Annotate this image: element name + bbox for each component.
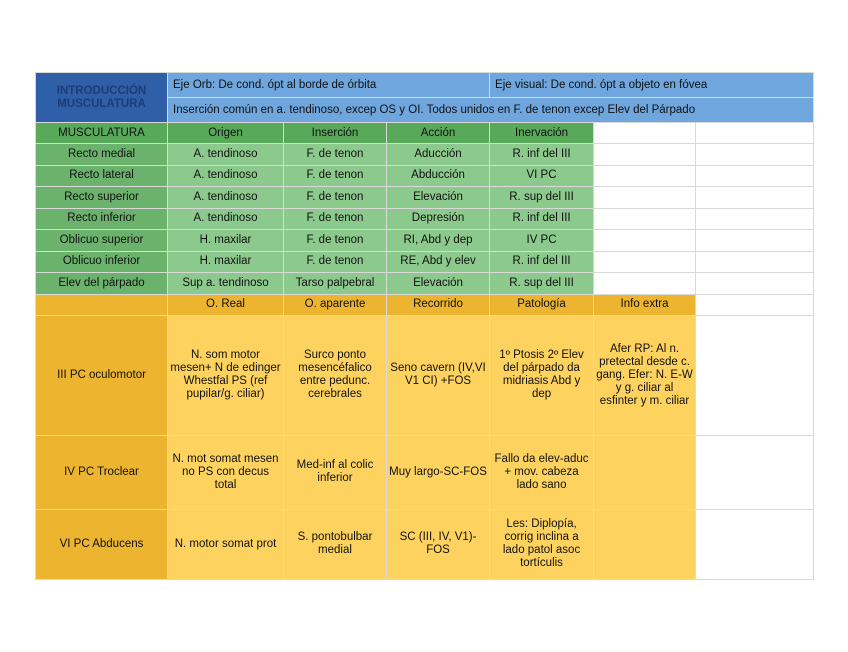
muscle-row bbox=[36, 230, 814, 252]
muscle-data-cell[interactable]: F. de tenon bbox=[284, 165, 387, 187]
empty-cell[interactable] bbox=[696, 208, 814, 230]
muscle-data-cell[interactable]: R. inf del III bbox=[490, 144, 594, 166]
nerves-header-patologia[interactable]: Patología bbox=[490, 294, 594, 315]
nerves-header-recorrido[interactable]: Recorrido bbox=[387, 294, 490, 315]
empty-cell[interactable] bbox=[594, 208, 696, 230]
nerve-data-cell[interactable]: Muy largo-SC-FOS bbox=[387, 435, 490, 509]
nerve-data-cell[interactable] bbox=[594, 509, 696, 579]
muscles-header-insercion[interactable]: Inserción bbox=[284, 123, 387, 144]
nerve-data-cell[interactable]: Afer RP: Al n. pretectal desde c. gang. Efer: N. E-W y g. ciliar al esfinter y m. ciliar bbox=[594, 315, 696, 435]
empty-cell[interactable] bbox=[594, 251, 696, 273]
empty-cell[interactable] bbox=[594, 165, 696, 187]
nerve-name-cell[interactable]: III PC oculomotor bbox=[36, 315, 168, 435]
empty-cell[interactable] bbox=[594, 273, 696, 295]
muscle-name-cell[interactable]: Oblicuo inferior bbox=[36, 251, 168, 273]
empty-cell[interactable] bbox=[696, 509, 814, 579]
nerve-data-cell[interactable] bbox=[594, 435, 696, 509]
nerve-row bbox=[36, 509, 814, 579]
nerves-header-blank[interactable] bbox=[36, 294, 168, 315]
nerve-row bbox=[36, 315, 814, 435]
muscle-data-cell[interactable]: F. de tenon bbox=[284, 230, 387, 252]
muscle-data-cell[interactable]: A. tendinoso bbox=[168, 144, 284, 166]
empty-cell[interactable] bbox=[696, 315, 814, 435]
muscle-row bbox=[36, 144, 814, 166]
nerve-data-cell[interactable]: N. motor somat prot bbox=[168, 509, 284, 579]
empty-cell[interactable] bbox=[696, 251, 814, 273]
muscle-row bbox=[36, 165, 814, 187]
empty-cell[interactable] bbox=[594, 230, 696, 252]
eje-visual-cell[interactable]: Eje visual: De cond. ópt a objeto en fóvea bbox=[490, 73, 814, 98]
muscle-name-cell[interactable]: Elev del párpado bbox=[36, 273, 168, 295]
muscle-data-cell[interactable]: F. de tenon bbox=[284, 208, 387, 230]
muscle-data-cell[interactable]: RI, Abd y dep bbox=[387, 230, 490, 252]
muscles-header-inervacion[interactable]: Inervación bbox=[490, 123, 594, 144]
muscle-data-cell[interactable]: R. sup del III bbox=[490, 187, 594, 209]
nerve-name-cell[interactable]: IV PC Troclear bbox=[36, 435, 168, 509]
nerves-header-o-aparente[interactable]: O. aparente bbox=[284, 294, 387, 315]
muscle-row bbox=[36, 273, 814, 295]
muscle-data-cell[interactable]: Elevación bbox=[387, 273, 490, 295]
muscles-header-musculatura[interactable]: MUSCULATURA bbox=[36, 123, 168, 144]
nerve-data-cell[interactable]: Les: Diplopía, corrig inclina a lado patol asoc tortículis bbox=[490, 509, 594, 579]
muscle-data-cell[interactable]: Tarso palpebral bbox=[284, 273, 387, 295]
muscle-data-cell[interactable]: IV PC bbox=[490, 230, 594, 252]
empty-cell[interactable] bbox=[696, 123, 814, 144]
muscles-header-origen[interactable]: Origen bbox=[168, 123, 284, 144]
muscle-data-cell[interactable]: Sup a. tendinoso bbox=[168, 273, 284, 295]
muscle-name-cell[interactable]: Recto superior bbox=[36, 187, 168, 209]
muscle-data-cell[interactable]: R. sup del III bbox=[490, 273, 594, 295]
intro-title-cell[interactable]: INTRODUCCIÓN MUSCULATURA bbox=[36, 73, 168, 123]
eje-orb-cell[interactable]: Eje Orb: De cond. ópt al borde de órbita bbox=[168, 73, 490, 98]
nerves-header-o-real[interactable]: O. Real bbox=[168, 294, 284, 315]
muscle-data-cell[interactable]: Abducción bbox=[387, 165, 490, 187]
muscle-data-cell[interactable]: R. inf del III bbox=[490, 208, 594, 230]
muscle-data-cell[interactable]: R. inf del III bbox=[490, 251, 594, 273]
nerve-data-cell[interactable]: 1º Ptosis 2º Elev del párpado da midriasis Abd y dep bbox=[490, 315, 594, 435]
muscle-row bbox=[36, 251, 814, 273]
muscle-row bbox=[36, 187, 814, 209]
nerve-data-cell[interactable]: Med-inf al colic inferior bbox=[284, 435, 387, 509]
muscle-data-cell[interactable]: F. de tenon bbox=[284, 144, 387, 166]
nerve-name-cell[interactable]: VI PC Abducens bbox=[36, 509, 168, 579]
insercion-comun-cell[interactable]: Inserción común en a. tendinoso, excep OS y OI. Todos unidos en F. de tenon excep Elev del Párpado bbox=[168, 98, 814, 123]
nerve-data-cell[interactable]: SC (III, IV, V1)-FOS bbox=[387, 509, 490, 579]
nerve-data-cell[interactable]: Seno cavern (IV,VI V1 CI) +FOS bbox=[387, 315, 490, 435]
empty-cell[interactable] bbox=[594, 187, 696, 209]
empty-cell[interactable] bbox=[594, 123, 696, 144]
empty-cell[interactable] bbox=[696, 230, 814, 252]
nerve-data-cell[interactable]: Fallo da elev-aduc + mov. cabeza lado sano bbox=[490, 435, 594, 509]
muscle-data-cell[interactable]: Depresión bbox=[387, 208, 490, 230]
empty-cell[interactable] bbox=[696, 294, 814, 315]
nerve-data-cell[interactable]: N. som motor mesen+ N de edinger Whestfal PS (ref pupilar/g. ciliar) bbox=[168, 315, 284, 435]
muscle-data-cell[interactable]: H. maxilar bbox=[168, 251, 284, 273]
muscle-data-cell[interactable]: Aducción bbox=[387, 144, 490, 166]
spreadsheet-table bbox=[35, 72, 814, 580]
muscle-data-cell[interactable]: VI PC bbox=[490, 165, 594, 187]
muscle-name-cell[interactable]: Recto inferior bbox=[36, 208, 168, 230]
nerve-data-cell[interactable]: S. pontobulbar medial bbox=[284, 509, 387, 579]
muscle-data-cell[interactable]: RE, Abd y elev bbox=[387, 251, 490, 273]
muscle-data-cell[interactable]: A. tendinoso bbox=[168, 187, 284, 209]
nerve-data-cell[interactable]: N. mot somat mesen no PS con decus total bbox=[168, 435, 284, 509]
muscle-row bbox=[36, 208, 814, 230]
empty-cell[interactable] bbox=[696, 144, 814, 166]
muscle-data-cell[interactable]: F. de tenon bbox=[284, 251, 387, 273]
muscle-name-cell[interactable]: Oblicuo superior bbox=[36, 230, 168, 252]
muscle-data-cell[interactable]: H. maxilar bbox=[168, 230, 284, 252]
muscle-name-cell[interactable]: Recto medial bbox=[36, 144, 168, 166]
muscle-data-cell[interactable]: A. tendinoso bbox=[168, 208, 284, 230]
empty-cell[interactable] bbox=[696, 165, 814, 187]
nerve-data-cell[interactable]: Surco ponto mesencéfalico entre pedunc. cerebrales bbox=[284, 315, 387, 435]
empty-cell[interactable] bbox=[594, 144, 696, 166]
empty-cell[interactable] bbox=[696, 273, 814, 295]
empty-cell[interactable] bbox=[696, 435, 814, 509]
muscle-data-cell[interactable]: A. tendinoso bbox=[168, 165, 284, 187]
empty-cell[interactable] bbox=[696, 187, 814, 209]
muscles-header-accion[interactable]: Acción bbox=[387, 123, 490, 144]
muscle-data-cell[interactable]: F. de tenon bbox=[284, 187, 387, 209]
nerve-row bbox=[36, 435, 814, 509]
muscle-name-cell[interactable]: Recto lateral bbox=[36, 165, 168, 187]
muscle-data-cell[interactable]: Elevación bbox=[387, 187, 490, 209]
nerves-header-info-extra[interactable]: Info extra bbox=[594, 294, 696, 315]
